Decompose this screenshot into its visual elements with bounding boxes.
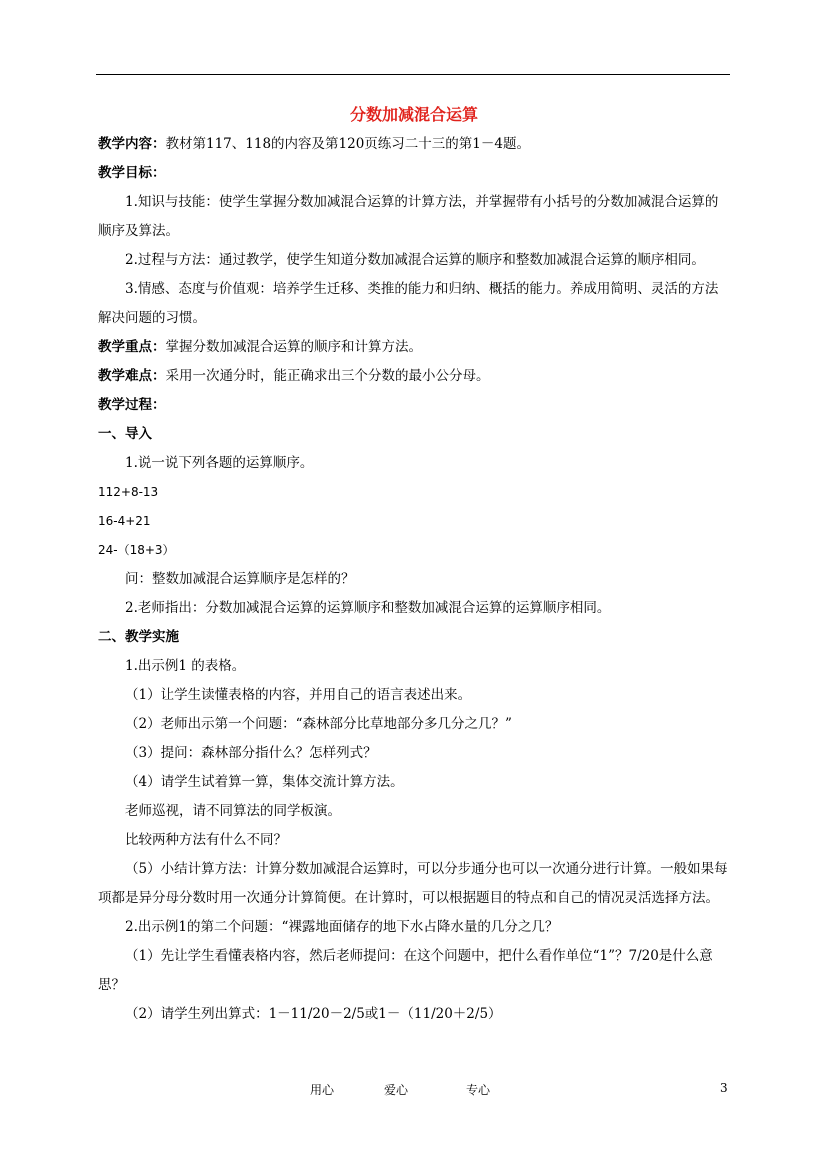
key-label: 教学重点： bbox=[98, 339, 166, 355]
difficulty-label: 教学难点： bbox=[98, 368, 166, 384]
header-rule bbox=[96, 74, 730, 75]
footer-text-2: 爱心 bbox=[384, 1083, 409, 1097]
document-title: 分数加减混合运算 bbox=[349, 105, 478, 124]
difficulty-line bbox=[98, 362, 730, 391]
section2-note-2: 比较两种方法有什么不同？ bbox=[125, 832, 287, 848]
section2-sub-4: （4）请学生试着算一算，集体交流计算方法。 bbox=[125, 774, 404, 790]
section2-item-1: 1.出示例1 的表格。 bbox=[125, 658, 246, 674]
section2-item2-sub-1: （1）先让学生看懂表格内容，然后老师提问：在这个问题中，把什么看作单位“1”？7/20是什么意思？ bbox=[98, 948, 713, 993]
content-text: 教材第117、118的内容及第120页练习二十三的第1－4题。 bbox=[165, 136, 530, 152]
section2-item2-sub-2: （2）请学生列出算式：1－11/20－2/5或1－（11/20＋2/5） bbox=[125, 1006, 502, 1022]
expression-1: 112+8-13 bbox=[98, 485, 159, 499]
content-line bbox=[98, 130, 730, 159]
section2-item-2: 2.出示例1的第二个问题：“裸露地面储存的地下水占降水量的几分之几？ bbox=[125, 919, 559, 935]
expression-2: 16-4+21 bbox=[98, 514, 151, 528]
key-point-line bbox=[98, 333, 730, 362]
section1-question: 问：整数加减混合运算顺序是怎样的？ bbox=[125, 571, 355, 587]
section2-sub-3: （3）提问：森林部分指什么？怎样列式？ bbox=[125, 745, 377, 761]
section2-sub-1: （1）让学生读懂表格的内容，并用自己的语言表述出来。 bbox=[125, 687, 472, 703]
goal-2: 2.过程与方法：通过教学，使学生知道分数加减混合运算的顺序和整数加减混合运算的顺序相同。 bbox=[125, 252, 705, 268]
footer-text-3: 专心 bbox=[466, 1083, 491, 1097]
section1-item-1: 1.说一说下列各题的运算顺序。 bbox=[125, 455, 314, 471]
goal-3: 3.情感、态度与价值观：培养学生迁移、类推的能力和归纳、概括的能力。养成用简明、灵活的方法解决问题的习惯。 bbox=[98, 281, 719, 326]
key-text: 掌握分数加减混合运算的顺序和计算方法。 bbox=[165, 339, 422, 355]
footer-text-1: 用心 bbox=[310, 1083, 335, 1097]
goal-1: 1.知识与技能：使学生掌握分数加减混合运算的计算方法，并掌握带有小括号的分数加减混合运算的顺序及算法。 bbox=[98, 194, 719, 239]
page-footer bbox=[0, 1081, 827, 1105]
section1-item-2: 2.老师指出：分数加减混合运算的运算顺序和整数加减混合运算的运算顺序相同。 bbox=[125, 600, 611, 616]
document-body bbox=[98, 100, 730, 1029]
process-label: 教学过程： bbox=[98, 397, 166, 413]
content-label: 教学内容： bbox=[98, 136, 166, 152]
page-number: 3 bbox=[720, 1081, 728, 1095]
section2-sub-5: （5）小结计算方法：计算分数加减混合运算时，可以分步通分也可以一次通分进行计算。一般如果每项都是异分母分数时用一次通分计算简便。在计算时，可以根据题目的特点和自己的情况灵活选择方法。 bbox=[98, 861, 728, 906]
section-heading-2: 二、教学实施 bbox=[98, 629, 179, 645]
expression-3: 24-（18+3） bbox=[98, 543, 175, 557]
section2-sub-2: （2）老师出示第一个问题：“森林部分比草地部分多几分之几？” bbox=[125, 716, 512, 732]
goals-label: 教学目标： bbox=[98, 165, 166, 181]
section2-note-1: 老师巡视，请不同算法的同学板演。 bbox=[125, 803, 341, 819]
difficulty-text: 采用一次通分时，能正确求出三个分数的最小公分母。 bbox=[165, 368, 490, 384]
section-heading-1: 一、导入 bbox=[98, 426, 152, 442]
